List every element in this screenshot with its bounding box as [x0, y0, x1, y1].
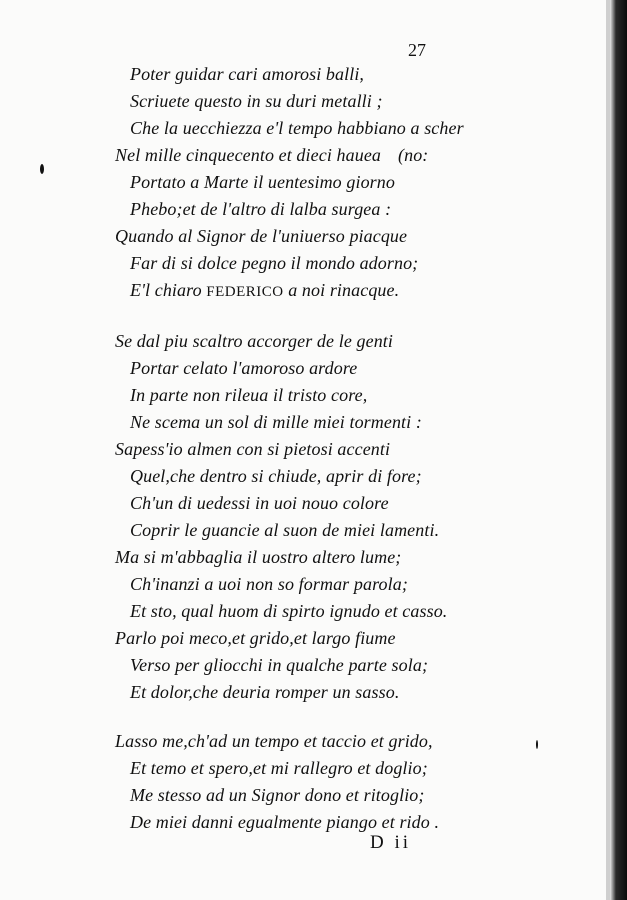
scan-speck — [536, 740, 538, 749]
verse-line: Nel mille cinquecento et dieci hauea — [115, 145, 382, 165]
verse-line: Che la uecchiezza e'l tempo habbiano a scher — [130, 118, 464, 138]
verse-line: Far di si dolce pegno il mondo adorno; — [130, 253, 419, 273]
verse-line: Phebo;et de l'altro di lalba surgea : — [130, 199, 392, 219]
verse-text: a noi rinacque. — [283, 280, 400, 300]
verse-line: Ch'un di uedessi in uoi nouo colore — [130, 493, 389, 513]
verse-turnover: (no: — [398, 145, 429, 165]
verse-line: Et temo et spero,et mi rallegro et doglio; — [130, 758, 428, 778]
proper-name: FEDERICO — [206, 284, 284, 300]
verse-line: In parte non rileua il tristo core, — [130, 385, 368, 405]
verse-text: E'l chiaro — [130, 280, 207, 300]
verse-line: Portato a Marte il uentesimo giorno — [130, 172, 395, 192]
verse-line: Et sto, qual huom di spirto ignudo et casso. — [130, 601, 448, 621]
verse-line: Verso per gliocchi in qualche parte sola; — [130, 655, 429, 675]
verse-line: Et dolor,che deuria romper un sasso. — [130, 682, 400, 702]
page-number: 27 — [408, 40, 426, 60]
verse-line: Lasso me,ch'ad un tempo et taccio et grido, — [115, 731, 433, 751]
verse-line: Ne scema un sol di mille miei tormenti : — [130, 412, 422, 432]
verse-line: Sapess'io almen con si pietosi accenti — [115, 439, 391, 459]
verse-line: Quando al Signor de l'uniuerso piacque — [115, 226, 408, 246]
verse-line: Coprir le guancie al suon de miei lamenti. — [130, 520, 440, 540]
verse-line: Poter guidar cari amorosi balli, — [130, 64, 365, 84]
signature-mark: D ii — [370, 832, 412, 853]
verse-line: Me stesso ad un Signor dono et ritoglio; — [130, 785, 425, 805]
verse-line — [130, 280, 399, 301]
book-edge — [610, 0, 627, 900]
verse-line: Se dal piu scaltro accorger de le genti — [115, 331, 394, 351]
verse-line: Ma si m'abbaglia il uostro altero lume; — [115, 547, 402, 567]
verse-line: Quel,che dentro si chiude, aprir di fore; — [130, 466, 422, 486]
scan-speck — [40, 164, 44, 174]
verse-line: De miei danni egualmente piango et rido . — [130, 812, 440, 832]
verse-line: Scriuete questo in su duri metalli ; — [130, 91, 383, 111]
verse-line: Portar celato l'amoroso ardore — [130, 358, 358, 378]
verse-line: Ch'inanzi a uoi non so formar parola; — [130, 574, 408, 594]
verse-line: Parlo poi meco,et grido,et largo fiume — [115, 628, 396, 648]
